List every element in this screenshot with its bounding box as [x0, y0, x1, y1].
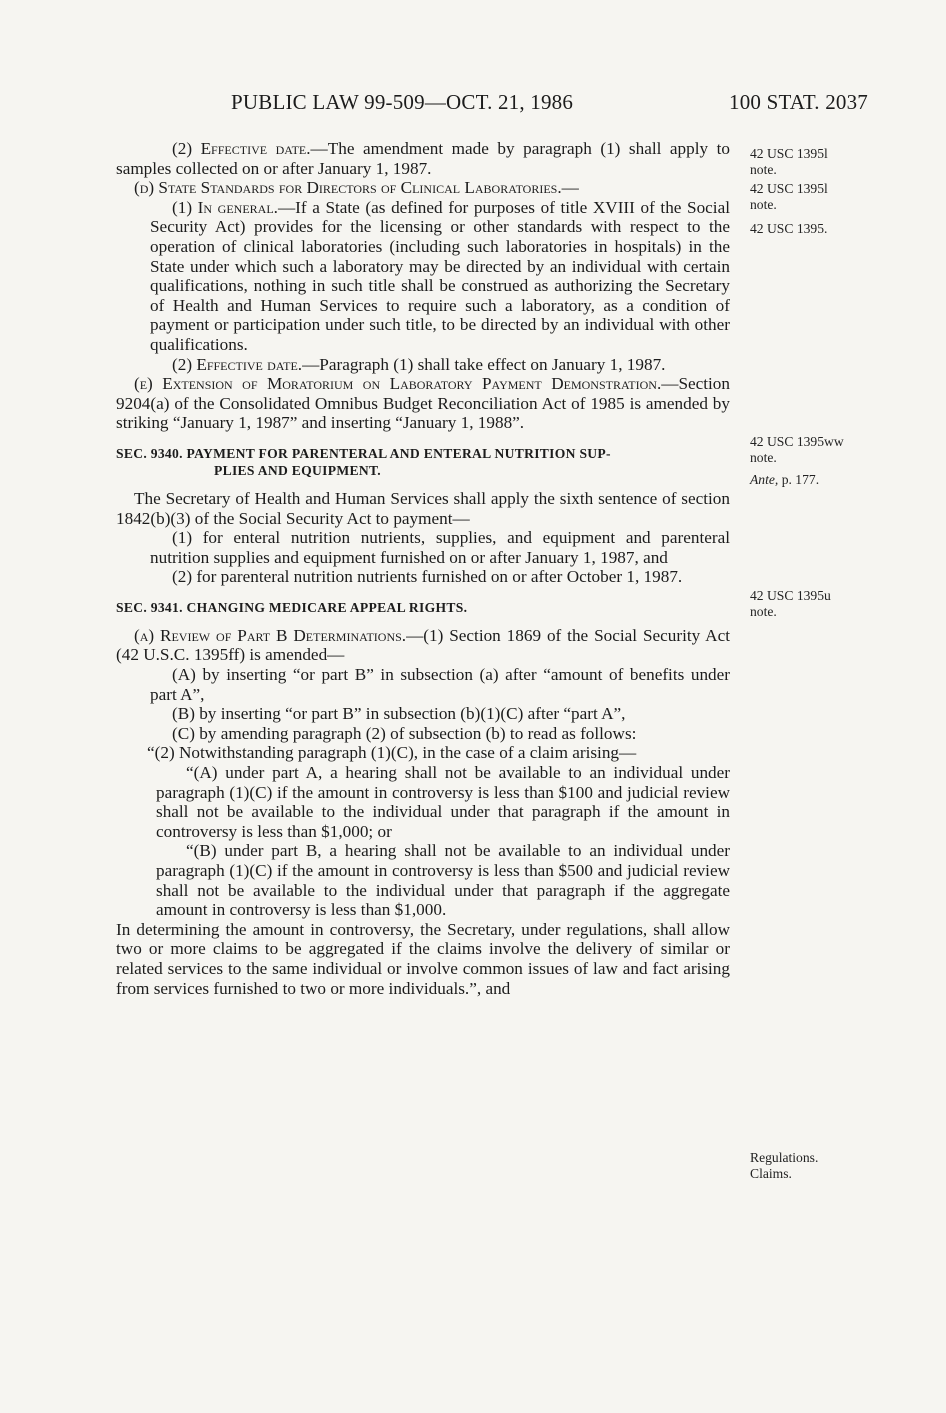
paragraph-text: —Section 9204(a) of the Consolidated Omnibus Budget Reconciliation Act of 1985 is amended by striking “January 1, 1987” and inserting “January 1, 1988”.	[116, 374, 730, 433]
margin-note-text: p. 177.	[778, 472, 820, 487]
paragraph: (B) by inserting “or part B” in subsection (b)(1)(C) after “part A”,	[172, 704, 626, 724]
section-heading-9340	[116, 445, 730, 479]
margin-note-text: 42 USC 1395l	[750, 146, 828, 161]
margin-note-text: 42 USC 1395u	[750, 588, 831, 603]
paragraph-heading: (2) Effective date.	[172, 139, 311, 158]
paragraph: “(2) Notwithstanding paragraph (1)(C), in the case of a claim arising—	[147, 743, 637, 763]
paragraph: (A) by inserting “or part B” in subsection (a) after “amount of benefits under part A”,	[150, 665, 730, 704]
margin-note-usc-1395ww	[750, 434, 860, 466]
margin-note-text: note.	[750, 604, 777, 619]
page-header	[115, 90, 870, 120]
paragraph-heading: (d) State Standards for Directors of Clinical Laboratories.	[134, 178, 562, 198]
header-title: PUBLIC LAW 99-509—OCT. 21, 1986	[231, 90, 574, 114]
paragraph-text: —(1) Section 1869 of the Social Security Act (42 U.S.C. 1395ff) is amended—	[116, 625, 730, 665]
margin-note-text: Ante,	[750, 472, 779, 487]
section-heading-line: SEC. 9340. PAYMENT FOR PARENTERAL AND ENTERAL NUTRITION SUP-	[116, 445, 611, 461]
margin-note-text: note.	[750, 162, 777, 177]
paragraph: (C) by amending paragraph (2) of subsection (b) to read as follows:	[172, 723, 637, 743]
paragraph	[116, 178, 730, 198]
paragraph: (2) for parenteral nutrition nutrients furnished on or after October 1, 1987.	[172, 567, 683, 587]
margin-note-text: note.	[750, 450, 777, 465]
margin-note-text: Claims.	[750, 1166, 792, 1181]
margin-note-text: 42 USC 1395ww	[750, 434, 844, 449]
paragraph: In determining the amount in controversy, the Secretary, under regulations, shall allow two or more claims to be aggregated if the claims involve the delivery of similar or related services to the same individual or involve common issues of law and fact arising from services furnished to two or more individuals.”, and	[116, 919, 730, 998]
paragraph: (1) for enteral nutrition nutrients, supplies, and equipment and parenteral nutrition supplies and equipment furnished on or after January 1, 1987, and	[150, 528, 730, 567]
paragraph-heading: (a) Review of Part B Determinations.	[134, 625, 407, 645]
margin-note-usc-1395l-b	[750, 181, 860, 213]
margin-note-usc-1395l-a	[750, 146, 860, 178]
paragraph-text: —Paragraph (1) shall take effect on January 1, 1987.	[302, 354, 666, 374]
margin-note-text: Regulations.	[750, 1150, 819, 1165]
paragraph-heading: (1) In general.	[172, 197, 278, 217]
paragraph-heading: (2) Effective date.	[172, 354, 303, 374]
paragraph	[116, 374, 730, 433]
margin-note-regulations	[750, 1150, 860, 1182]
margin-note-usc-1395u	[750, 588, 860, 620]
margin-note-ante	[750, 472, 860, 488]
margin-note-text: 42 USC 1395l	[750, 181, 828, 196]
paragraph-heading: (e) Extension of Moratorium on Laboratory Payment Demonstration.	[134, 374, 662, 394]
paragraph-text: —The amendment made by paragraph (1) shall apply to samples collected on or after January 1, 1987.	[116, 139, 730, 178]
paragraph: “(B) under part B, a hearing shall not be available to an individual under paragraph (1)(C) if the amount in controversy is less than $500 and judicial review shall not be available to the individual under that paragraph if the aggregate amount in controversy is less than $1,000.	[156, 841, 730, 920]
paragraph: The Secretary of Health and Human Services shall apply the sixth sentence of section 1842(b)(3) of the Social Security Act to payment—	[116, 488, 730, 528]
paragraph	[116, 139, 730, 178]
section-heading-line: PLIES AND EQUIPMENT.	[214, 462, 382, 478]
paragraph	[116, 626, 730, 665]
margin-note-text: note.	[750, 197, 777, 212]
paragraph	[116, 198, 730, 355]
margin-note-usc-1395	[750, 221, 860, 237]
margin-note-text: 42 USC 1395.	[750, 221, 828, 236]
paragraph-text: —	[561, 178, 579, 198]
section-heading-9341: SEC. 9341. CHANGING MEDICARE APPEAL RIGHTS.	[116, 599, 468, 615]
header-stat-page: 100 STAT. 2037	[729, 90, 868, 114]
paragraph	[116, 355, 730, 375]
statute-body	[116, 139, 730, 998]
paragraph-text: —If a State (as defined for purposes of title XVIII of the Social Security Act) provides for the licensing or other standards with respect to the operation of clinical laboratories (including such laboratories in hospitals) in the State under which such a laboratory may be directed by an individual with certain qualifications, nothing in such title shall be construed as authorizing the Secretary of Health and Human Services to require such a laboratory, as a condition of payment or participation under such title, to be directed by an individual with other qualifications.	[150, 197, 730, 354]
paragraph: “(A) under part A, a hearing shall not be available to an individual under paragraph (1)(C) if the amount in controversy is less than $100 and judicial review shall not be available to the individual under that paragraph if the amount in controversy is less than $1,000; or	[156, 763, 730, 841]
